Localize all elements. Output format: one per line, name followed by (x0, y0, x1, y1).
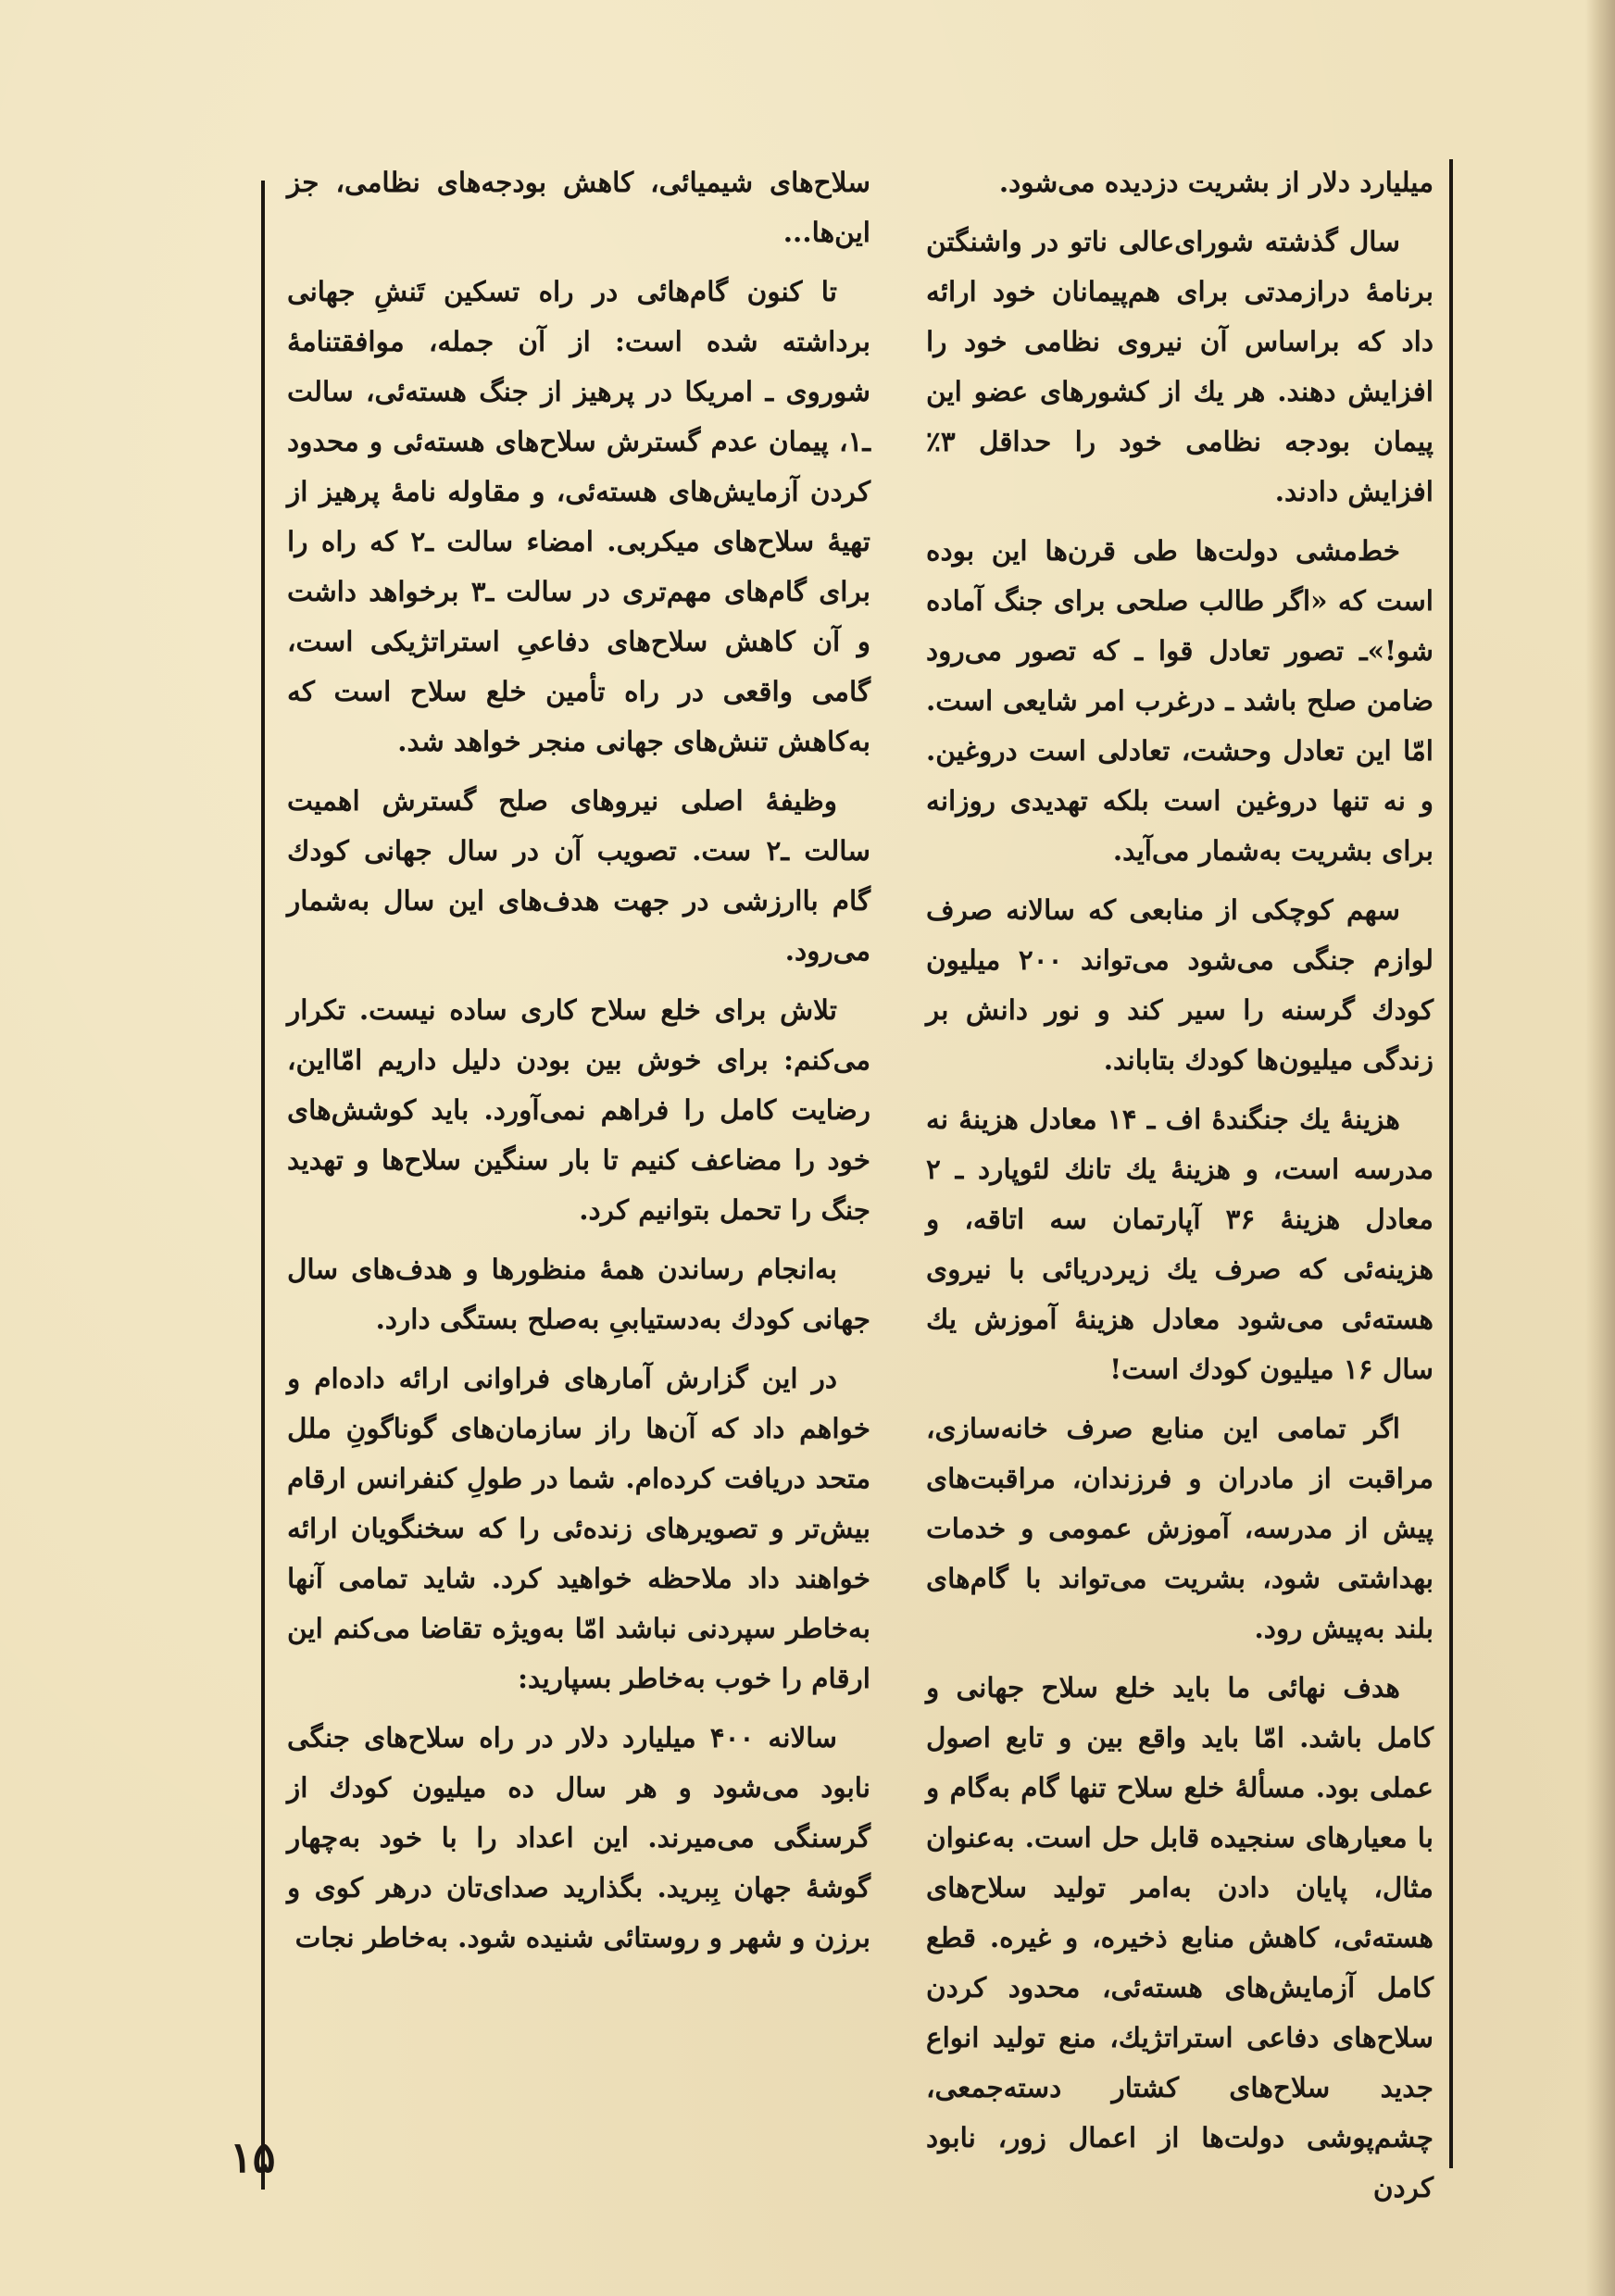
paragraph: تا کنون گام‌هائی در راه تسکین تَنشِ جهانی برداشته شده است: از آن جمله، موافقتنامهٔ شوروی ـ امریکا در پرهیز از جنگ هسته‌ئی، سالت ـ۱، پیمان عدم گسترش سلاح‌های هسته‌ئی و محدود کردن آزمایش‌های هسته‌ئی، و مقاوله نامهٔ پرهیز از تهیهٔ سلاح‌های میکربی. امضاء سالت ـ۲ که راه را برای گام‌های مهم‌تری در سالت ـ۳ برخواهد داشت و آن کاهش سلاح‌های دفاعیِ استراتژیکی است، گامی واقعی در راه تأمین خلع سلاح است که به‌کاهش تنش‌های جهانی منجر خواهد شد. (287, 275, 870, 757)
paragraph: خط‌مشی دولت‌ها طی قرن‌ها این بوده است که «اگر طالب صلحی برای جنگ آماده شو!»ـ تصور تعادل قوا ـ که تصور می‌رود ضامن صلح باشد ـ درغرب امر شایعی است. امّا این تعادل وحشت، تعادلی است دروغین. و نه تنها دروغین است بلکه تهدیدی روزانه برای بشریت به‌شمار می‌آید. (926, 534, 1433, 867)
paper-edge-shadow (1585, 0, 1615, 2296)
paragraph: در این گزارش آمارهای فراوانی ارائه داده‌ام و خواهم داد که آن‌ها راز سازمان‌های گوناگونِ ملل متحد دریافت کرده‌ام. شما در طولِ کنفرانس ارقام بیش‌تر و تصویرهای زنده‌ئی را که سخنگویان ارائه خواهند داد ملاحظه خواهید کرد. شاید تمامی آنها به‌خاطر سپردنی نباشد امّا به‌ویژه تقاضا می‌کنم این ارقام را خوب به‌خاطر بسپارید: (287, 1362, 870, 1694)
paragraph: میلیارد دلار از بشریت دزدیده می‌شود. (998, 166, 1433, 198)
paragraph: هدف نهائی ما باید خلع سلاح جهانی و کامل باشد. امّا باید واقع بین و تابع اصول عملی بود. مسألهٔ خلع سلاح تنها گام به‌گام و با معیارهای سنجیده قابل حل است. به‌عنوان مثال، پایان دادن به‌امر تولید سلاح‌های هسته‌ئی، کاهش منابع ذخیره، و غیره. قطع کامل آزمایش‌های هسته‌ئی، محدود کردن سلاح‌های دفاعی استراتژیك، منع تولید انواع جدید سلاح‌های کشتار دسته‌جمعی، چشم‌پوشی دولت‌ها از اعمال زور، نابود کردن (926, 1671, 1433, 2203)
paragraph: سال گذشته شورای‌عالی ناتو در واشنگتن برنامهٔ درازمدتی برای هم‌پیمانان خود ارائه داد که براساس آن نیروی نظامی خود را افزایش دهند. هر یك از کشورهای عضو این پیمان بودجه نظامی خود را حداقل ۳٪ افزایش دادند. (926, 225, 1433, 507)
paragraph: وظیفهٔ اصلی نیروهای صلح گسترش اهمیت سالت ـ۲ ست. تصویب آن در سال جهانی کودك گام باارزشی در جهت هدف‌های این سال به‌شمار می‌رود. (287, 784, 870, 967)
left-text-column (287, 157, 870, 2176)
left-column-rule (261, 181, 265, 2190)
paragraph: هزینهٔ یك جنگندهٔ اف ـ ۱۴ معادل هزینهٔ نه مدرسه است، و هزینهٔ یك تانك لئوپارد ـ ۲ معادل هزینهٔ ۳۶ آپارتمان سه اتاقه، و هزینه‌ئی که صرف یك زیردریائی با نیروی هسته‌ئی می‌شود معادل هزینهٔ آموزش یك سال ۱۶ میلیون کودك است! (926, 1103, 1433, 1385)
page-number: ۱۵ (230, 2132, 276, 2182)
paragraph: اگر تمامی این منابع صرف خانه‌سازی، مراقبت از مادران و فرزندان، مراقبت‌های پیش از مدرسه، آموزش عمومی و خدمات بهداشتی شود، بشریت می‌تواند با گام‌های بلند به‌پیش رود. (926, 1412, 1433, 1644)
paragraph: به‌انجام رساندن همهٔ منظورها و هدف‌های سال جهانی کودك به‌دستیابیِ به‌صلح بستگی دارد. (287, 1253, 870, 1335)
right-text-column (926, 157, 1434, 2203)
paragraph: سهم کوچکی از منابعی که سالانه صرف لوازم جنگی می‌شود می‌تواند ۲۰۰ میلیون کودك گرسنه را سیر کند و نور دانش بر زندگی میلیون‌ها کودك بتاباند. (926, 893, 1434, 1076)
paragraph: سالانه ۴۰۰ میلیارد دلار در راه سلاح‌های جنگی نابود می‌شود و هر سال ده میلیون کودك از گرسنگی می‌میرند. این اعداد را با خود به‌چهار گوشهٔ جهان بِبرید. بگذارید صدای‌تان درهر کوی و برزن و شهر و روستائی شنیده شود. به‌خاطر نجات (287, 1721, 870, 1953)
paragraph: تلاش برای خلع سلاح کاری ساده نیست. تکرار می‌کنم: برای خوش بین بودن دلیل داریم امّااین، رضایت کامل را فراهم نمی‌آورد. باید کوشش‌های خود را مضاعف کنیم تا بار سنگین سلاح‌ها و تهدید جنگ را تحمل بتوانیم کرد. (287, 993, 870, 1226)
right-column-rule (1449, 159, 1453, 2168)
paragraph: سلاح‌های شیمیائی، کاهش بودجه‌های نظامی، جز این‌ها... (287, 166, 870, 248)
